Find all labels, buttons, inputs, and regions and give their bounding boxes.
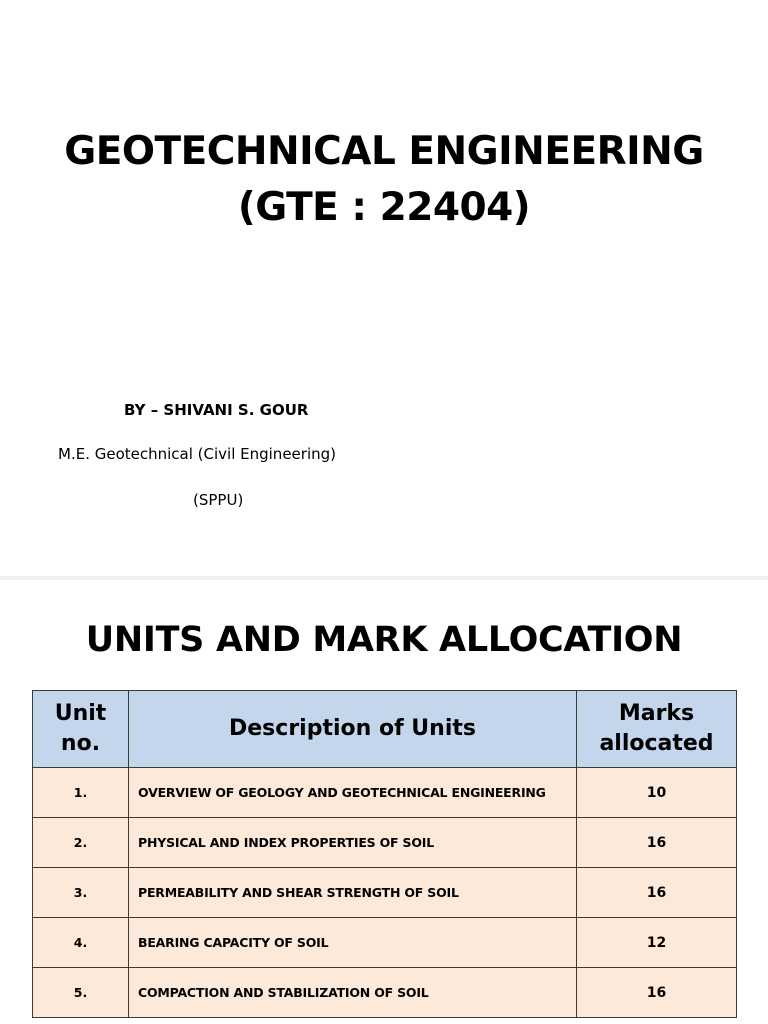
header-marks: Marks allocated <box>577 691 737 768</box>
table-header-row <box>33 691 737 768</box>
degree-line: M.E. Geotechnical (Civil Engineering) <box>58 445 336 463</box>
title-line-1: GEOTECHNICAL ENGINEERING <box>64 129 704 174</box>
header-description: Description of Units <box>129 691 577 768</box>
unit-description: COMPACTION AND STABILIZATION OF SOIL <box>129 968 577 1018</box>
table-row <box>33 918 737 968</box>
units-table <box>32 690 737 1018</box>
header-unit-no: Unit no. <box>33 691 129 768</box>
unit-marks: 16 <box>577 868 737 918</box>
table-row <box>33 768 737 818</box>
unit-marks: 16 <box>577 968 737 1018</box>
unit-number: 1. <box>33 768 129 818</box>
table-row <box>33 818 737 868</box>
unit-marks: 10 <box>577 768 737 818</box>
unit-marks: 12 <box>577 918 737 968</box>
unit-description: BEARING CAPACITY OF SOIL <box>129 918 577 968</box>
unit-description: PERMEABILITY AND SHEAR STRENGTH OF SOIL <box>129 868 577 918</box>
unit-number: 3. <box>33 868 129 918</box>
unit-number: 2. <box>33 818 129 868</box>
unit-number: 4. <box>33 918 129 968</box>
unit-marks: 16 <box>577 818 737 868</box>
title-line-2: (GTE : 22404) <box>237 185 531 230</box>
unit-number: 5. <box>33 968 129 1018</box>
units-slide <box>0 580 768 1024</box>
table-row <box>33 968 737 1018</box>
table-row <box>33 868 737 918</box>
university-line: (SPPU) <box>193 491 244 509</box>
author-line: BY – SHIVANI S. GOUR <box>124 401 309 419</box>
slide-title <box>0 124 768 236</box>
unit-description: PHYSICAL AND INDEX PROPERTIES OF SOIL <box>129 818 577 868</box>
unit-description: OVERVIEW OF GEOLOGY AND GEOTECHNICAL ENGINEERING <box>129 768 577 818</box>
units-heading: UNITS AND MARK ALLOCATION <box>85 620 683 660</box>
